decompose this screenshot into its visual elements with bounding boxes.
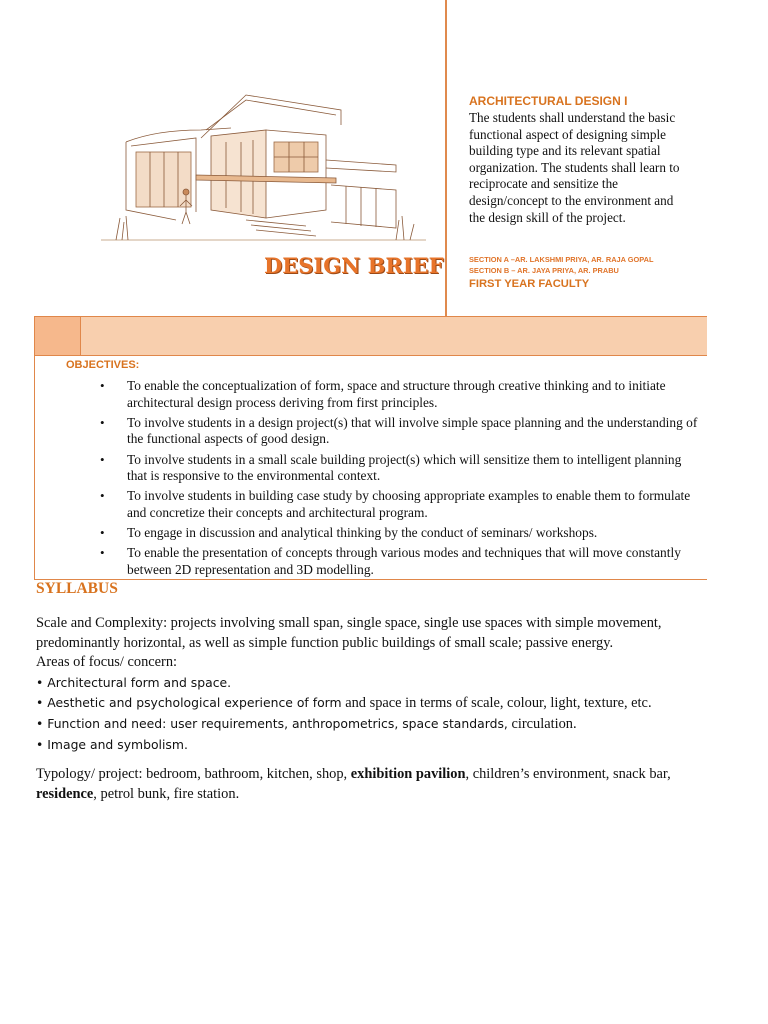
typology-text: Typology/ project: bedroom, bathroom, kitchen, shop, exhibition pavilion, children’s environment, snack bar, residence, petrol bunk, fire station. [36,766,671,802]
areas-of-focus-label: Areas of focus/ concern: [36,654,178,671]
focus-item-image: • Image and symbolism. [36,736,188,752]
focus-item-function: • Function and need: user requirements, anthropometrics, space standards, circulation. [36,715,577,732]
first-year-faculty-label: FIRST YEAR FACULTY [469,278,590,290]
syllabus-body [36,614,708,804]
list-item: • To enable the conceptualization of form, space and structure through creative thinking and to initiate architectural design process deriving from first principles. [100,378,666,410]
objectives-heading: OBJECTIVES: [66,359,140,371]
focus-item-form-space: • Architectural form and space. [36,674,232,690]
bullet-icon: • [100,488,105,504]
bullet-icon: • [100,414,105,430]
list-item: • To enable the presentation of concepts through various modes and techniques that will move constantly between 2D representation and 3D modelling. [100,545,681,577]
list-item: • To involve students in a design project(s) that will involve simple space planning and the understanding of the functional aspects of good design. [100,414,698,447]
house-sketch-icon [96,80,436,250]
section-band-tab [34,316,81,355]
syllabus-heading: SYLLABUS [36,580,118,597]
course-description: The students shall understand the basic functional aspect of designing simple building type and its relevant spatial organization. The students shall learn to reciprocate and sensitize the design/concept to the environment and the design skill of the project. [469,110,680,225]
course-title: ARCHITECTURAL DESIGN I [469,94,628,108]
section-b-faculty: SECTION B – AR. JAYA PRIYA, AR. PRABU [469,266,619,275]
bullet-icon: • [100,525,105,541]
design-brief-title: DESIGN BRIEF [264,253,444,278]
list-item: • To engage in discussion and analytical thinking by the conduct of seminars/ workshops. [100,525,598,541]
objectives-list [100,378,700,582]
bullet-icon: • [100,451,105,467]
bullet-icon: • [100,545,105,561]
focus-item-aesthetic: • Aesthetic and psychological experience of form and space in terms of scale, colour, light, texture, etc. [36,695,652,712]
section-a-faculty: SECTION A –AR. LAKSHMI PRIYA, AR. RAJA GOPAL [469,255,654,264]
header-divider [445,0,447,344]
list-item: • To involve students in building case study by choosing appropriate examples to enable them to formulate and concretize their concepts and architectural program. [100,488,691,520]
section-band [34,316,707,356]
list-item: • To involve students in a small scale building project(s) which will sensitize them to intelligent planning that is responsive to the environmental context. [100,451,682,484]
scale-complexity-text: Scale and Complexity: projects involving small span, single space, single use spaces with simple movement, predominantly horizontal, as well as simple function public buildings of small scale; passive energy. [36,615,662,651]
bullet-icon: • [100,378,105,393]
